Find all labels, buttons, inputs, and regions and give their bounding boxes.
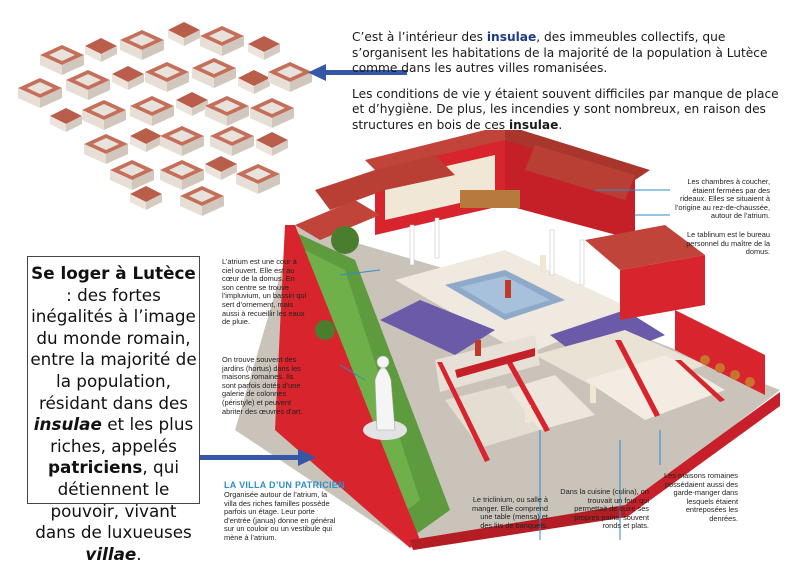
lodging-summary-box: Se loger à Lutèce : des fortes inégalités à l’image du monde romain, entre la majorité de la population, résidant dans des insulae et les plus riches, appelés patriciens, qui détiennent le pouvoir, vivant dans de luxueuses villae. <box>27 256 200 504</box>
intro-paragraph-2: Les conditions de vie y étaient souvent difficiles par manque de place et d’hygiène. De plus, les incendies y sont nombreux, en raison des structures en bois de ces insulae. <box>352 86 779 132</box>
caption-tablinum: Le tablinum est le bureau personnel du maître de la domus. <box>686 230 770 257</box>
intro-paragraph-1: C’est à l’intérieur des insulae, des immeubles collectifs, que s’organisent les habitations de la majorité de la population à Lutèce comme dans les autres villes romanisées. <box>352 30 768 75</box>
caption-jardins: On trouve souvent des jardins (hortus) dans les maisons romaines. Ils sont parfois dotés d’une galerie de colonnes (péristyle) et peuvent abriter des œuvres d’art. <box>222 355 303 416</box>
caption-villa: Organisée autour de l’atrium, la villa des riches familles possède parfois un étage. Leur porte d’entrée (janua) donne en général sur un couloir ou un vestibule qui mène à l’atrium. <box>224 490 336 542</box>
caption-cuisine: Dans la cuisine (culina), on trouvait un four qui permettait de cuire ses propres pains, souvent ronds et plats. <box>560 487 649 531</box>
arrowhead-left-icon <box>308 64 326 81</box>
lodging-title: Se loger à Lutèce <box>31 263 196 283</box>
intro-text <box>352 30 792 143</box>
caption-maisons: Les maisons romaines possédaient aussi des garde-manger dans lesquels étaient entreposées les denrées. <box>664 471 738 523</box>
villa-title: LA VILLA D’UN PATRICIEN <box>224 480 345 490</box>
arrowhead-right-icon <box>298 449 316 466</box>
keyword-patriciens: patriciens <box>47 457 143 478</box>
keyword-insulae: insulae <box>486 30 537 44</box>
keyword-insulae-3: insulae <box>33 414 102 435</box>
keyword-villae: villae <box>85 543 137 564</box>
arrow-to-villa <box>200 455 300 460</box>
caption-triclinium: Le triclinium, ou salle à manger. Elle comprend une table (mensa) et des lits de banquets. <box>472 495 548 530</box>
caption-chambres: Les chambres à coucher, étaient fermées par des rideaux. Elles se situaient à l’origine au rez-de-chaussée, autour de l’atrium. <box>675 177 770 221</box>
caption-atrium: L’atrium est une cour à ciel ouvert. Elle est au cœur de la domus. En son centre se trouve l’impluvium, un bassin qui sert d’ornement, mais aussi à recueillir les eaux de pluie. <box>222 257 307 327</box>
keyword-insulae-2: insulae <box>508 117 559 132</box>
